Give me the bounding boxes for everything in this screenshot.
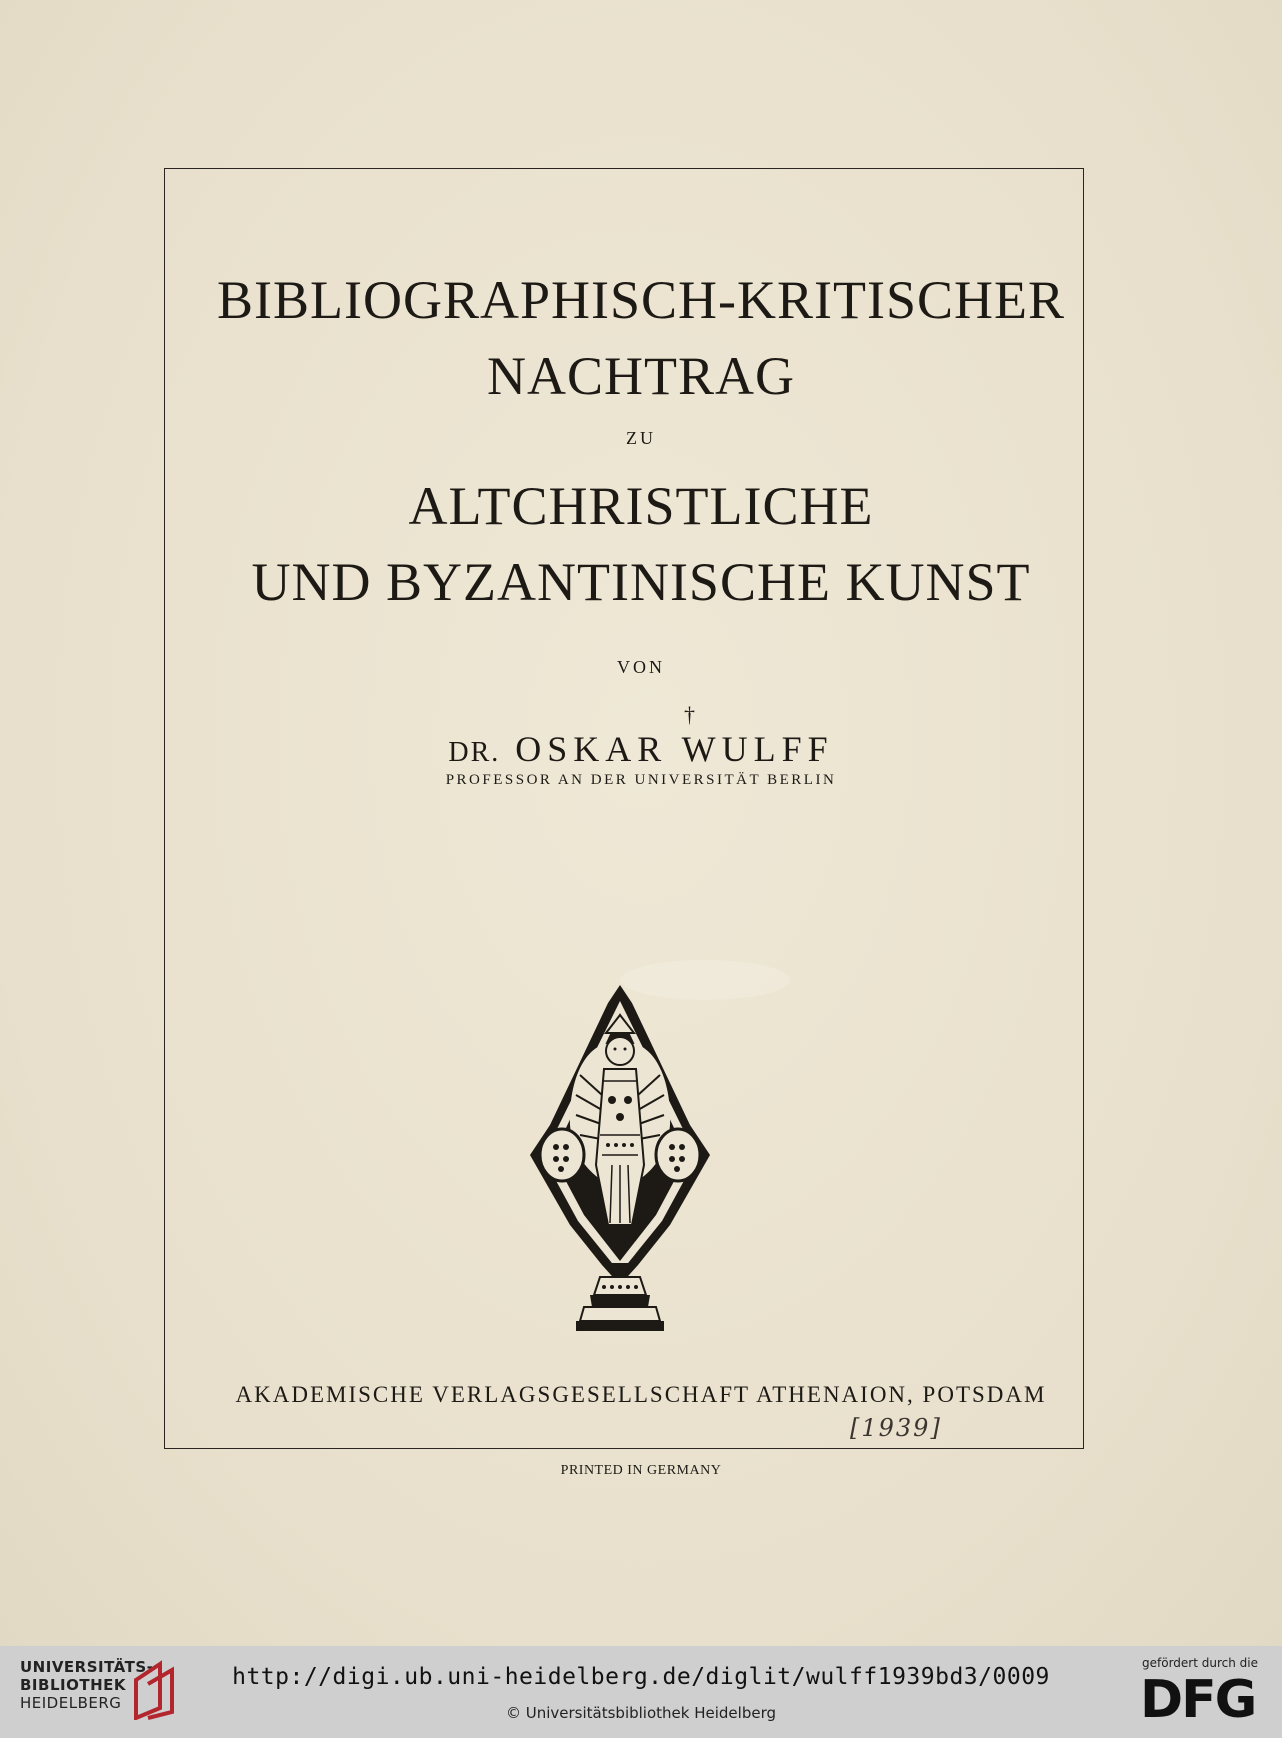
- author-name: OSKAR WULFF: [515, 729, 834, 769]
- author-line: [0, 728, 1282, 770]
- author-position: PROFESSOR AN DER UNIVERSITÄT BERLIN: [445, 772, 837, 788]
- library-name-line-1: UNIVERSITÄTS-: [20, 1658, 154, 1676]
- sponsor-label: gefördert durch die: [1142, 1656, 1258, 1670]
- title-line-2: NACHTRAG: [486, 346, 795, 406]
- author-prefix: DR.: [448, 737, 501, 768]
- printed-in-note: PRINTED IN GERMANY: [560, 1463, 722, 1478]
- library-footer-bar: [0, 1646, 1282, 1738]
- library-name-line-3: HEIDELBERG: [20, 1694, 122, 1712]
- subtitle-line-2: UND BYZANTINISCHE KUNST: [251, 552, 1031, 612]
- permalink-url[interactable]: http://digi.ub.uni-heidelberg.de/diglit/wulff1939bd3/0009: [232, 1664, 1050, 1690]
- dfg-logo[interactable]: DFG: [1140, 1670, 1256, 1730]
- author-cross-mark: †: [684, 702, 695, 727]
- library-name-line-2: BIBLIOTHEK: [20, 1676, 126, 1694]
- angel-emblem-icon: [520, 985, 720, 1340]
- subtitle-line-1: ALTCHRISTLICHE: [408, 476, 874, 536]
- handwritten-year-note: [1939]: [850, 1414, 942, 1442]
- by-label: VON: [617, 657, 665, 677]
- copyright-notice: © Universitätsbibliothek Heidelberg: [505, 1704, 776, 1722]
- publisher-line: AKADEMISCHE VERLAGSGESELLSCHAFT ATHENAION, POTSDAM: [235, 1382, 1047, 1407]
- title-line-1: BIBLIOGRAPHISCH-KRITISCHER: [216, 270, 1066, 330]
- title-connector: ZU: [626, 428, 656, 448]
